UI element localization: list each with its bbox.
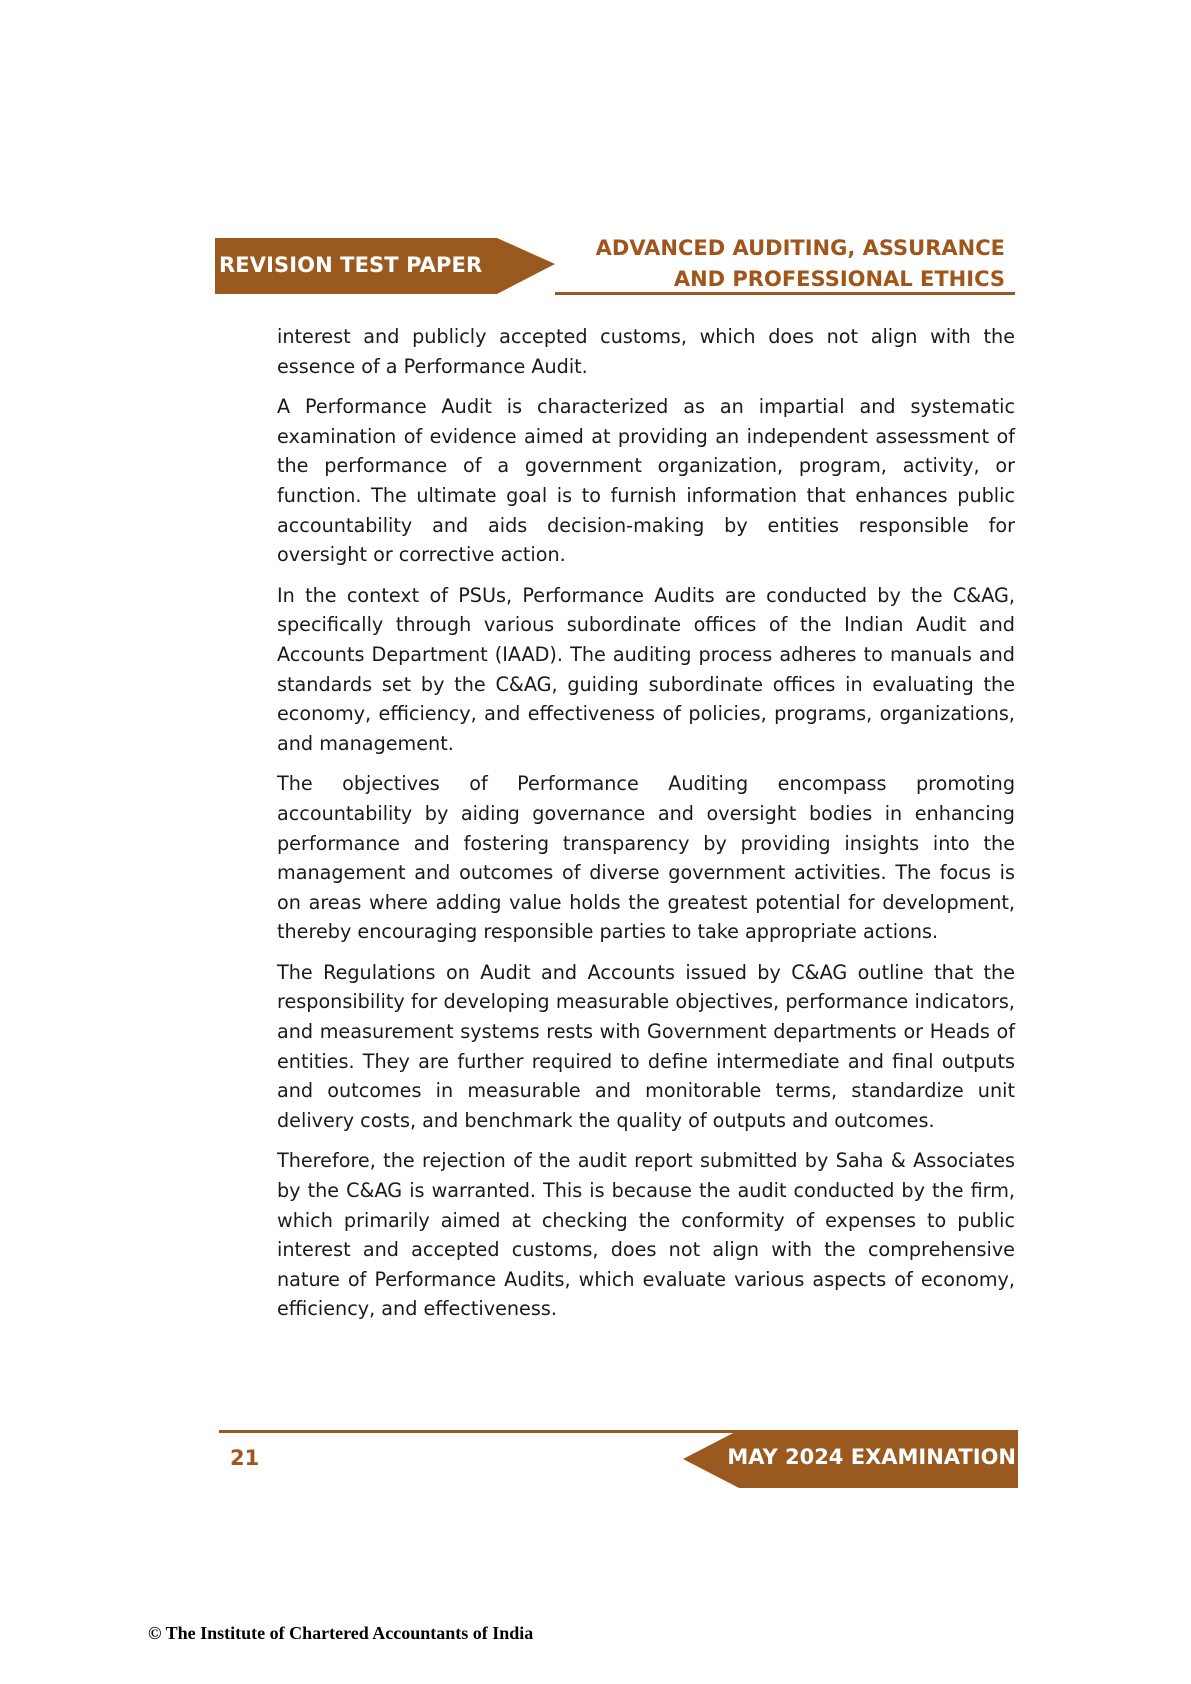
paragraph-continuation: interest and publicly accepted customs, which does not align with the essence of a Performance Audit. bbox=[277, 325, 1015, 378]
header-divider bbox=[555, 292, 1015, 295]
header-banner bbox=[215, 238, 555, 294]
page-number: 21 bbox=[230, 1446, 260, 1470]
paragraph-psu-context: In the context of PSUs, Performance Audits are conducted by the C&AG, specifically through various subordinate offices of the Indian Audit and Accounts Department (IAAD). The auditing process adheres to manuals and standards set by the C&AG, guiding subordinate offices in evaluating the economy, efficiency, and effectiveness of policies, programs, organizations, and management. bbox=[277, 583, 1015, 755]
paragraph-conclusion: Therefore, the rejection of the audit report submitted by Saha & Associates by the C&AG is warranted. This is because the audit conducted by the firm, which primarily aimed at checking the conformity of expenses to public interest and accepted customs, does not align with the comprehensive nature of Performance Audits, which evaluate various aspects of economy, efficiency, and effectiveness. bbox=[277, 1149, 1015, 1321]
header-banner-label: REVISION TEST PAPER bbox=[219, 253, 483, 277]
exam-label: MAY 2024 EXAMINATION bbox=[727, 1445, 1016, 1469]
paragraph-objectives: The objectives of Performance Auditing encompass promoting accountability by aiding governance and oversight bodies in enhancing performance and fostering transparency by providing insights into the management and outcomes of diverse government activities. The focus is on areas where adding value holds the greatest potential for development, thereby encouraging responsible parties to take appropriate actions. bbox=[277, 772, 1015, 944]
body-content bbox=[277, 322, 1015, 1335]
copyright-notice: © The Institute of Chartered Accountants of India bbox=[148, 1623, 534, 1643]
subject-title bbox=[596, 233, 1005, 295]
subject-title-line-2: AND PROFESSIONAL ETHICS bbox=[673, 267, 1005, 291]
paragraph-definition: A Performance Audit is characterized as an impartial and systematic examination of evidence aimed at providing an independent assessment of the performance of a government organization, program, activity, or function. The ultimate goal is to furnish information that enhances public accountability and aids decision-making by entities responsible for oversight or corrective action. bbox=[277, 395, 1015, 567]
footer-banner bbox=[683, 1430, 1018, 1488]
paragraph-regulations: The Regulations on Audit and Accounts issued by C&AG outline that the responsibility for developing measurable objectives, performance indicators, and measurement systems rests with Government departments or Heads of entities. They are further required to define intermediate and final outputs and outcomes in measurable and monitorable terms, standardize unit delivery costs, and benchmark the quality of outputs and outcomes. bbox=[277, 960, 1015, 1132]
subject-title-line-1: ADVANCED AUDITING, ASSURANCE bbox=[595, 236, 1005, 260]
